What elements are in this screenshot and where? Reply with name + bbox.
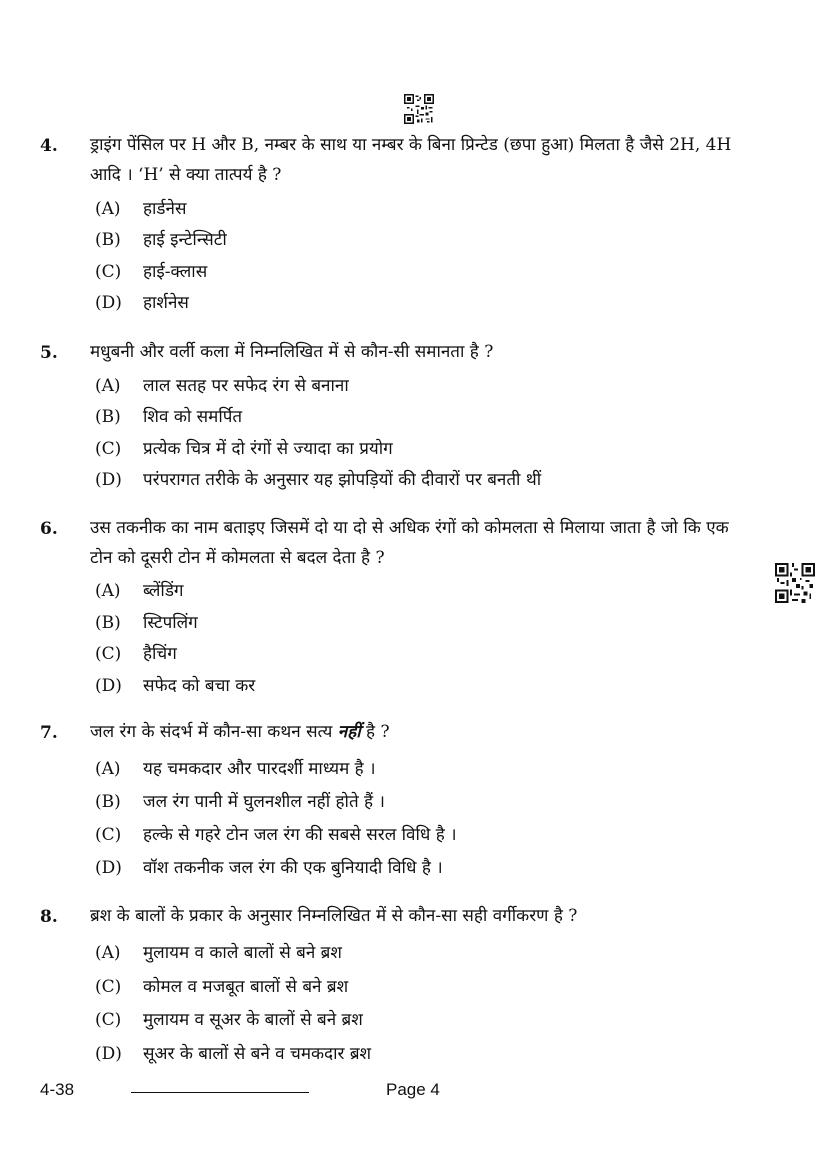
option-text: परंपरागत तरीके के अनुसार यह झोपड़ियों की दीवारों पर बनती थीं [143, 470, 542, 490]
option-b [95, 789, 385, 813]
option-c [95, 436, 393, 460]
option-label: (C) [95, 644, 122, 664]
option-label: (A) [95, 581, 121, 601]
option-d [95, 290, 189, 314]
option-text: लाल सतह पर सफेद रंग से बनाना [143, 376, 349, 396]
option-label: (B) [95, 792, 121, 812]
question-text-emphasis: नहीं [337, 722, 361, 742]
option-label: (A) [95, 376, 121, 396]
option-text: हैचिंग [143, 644, 177, 664]
question-text: उस तकनीक का नाम बताइए जिसमें दो या दो से अधिक रंगों को कोमलता से मिलाया जाता है जो कि एक टोन को दूसरी टोन में कोमलता से बदल देता है ? [90, 518, 729, 568]
question-number: 4. [40, 136, 58, 156]
option-label: (D) [95, 858, 122, 878]
question-text [90, 717, 750, 747]
question-text: ड्राइंग पेंसिल पर H और B, नम्बर के साथ या नम्बर के बिना प्रिन्टेड (छपा हुआ) मिलता है जैसे 2H, 4H आदि । ‘H’ से क्या तात्पर्य है ? [90, 135, 732, 185]
option-label: (A) [95, 199, 121, 219]
option-label: (A) [95, 943, 121, 963]
question-number: 8. [40, 907, 58, 927]
option-label: (B) [95, 230, 121, 250]
option-a [95, 373, 349, 397]
option-text: हाई-क्लास [143, 262, 208, 282]
question-text: ब्रश के बालों के प्रकार के अनुसार निम्नलिखित में से कौन-सा सही वर्गीकरण है ? [90, 906, 578, 926]
option-b [95, 404, 242, 428]
option-label: (D) [95, 1044, 122, 1064]
option-label: (C) [95, 1010, 122, 1030]
option-a [95, 578, 184, 602]
option-label: (D) [95, 470, 122, 490]
option-text: हाई इन्टेन्सिटी [143, 230, 227, 250]
option-label: (D) [95, 293, 122, 313]
question-text-after: है ? [366, 722, 390, 742]
option-d [95, 673, 255, 697]
option-label: (B) [95, 407, 121, 427]
question-number: 6. [40, 519, 58, 539]
option-text: हार्शनेस [143, 293, 189, 313]
option-label: (C) [95, 439, 122, 459]
option-c [95, 1007, 363, 1031]
page-number: Page 4 [386, 1080, 440, 1099]
question-text-before: जल रंग के संदर्भ में कौन-सा कथन सत्य [90, 722, 333, 742]
option-text: सफेद को बचा कर [143, 676, 256, 696]
question-number: 7. [40, 723, 58, 743]
option-c [95, 259, 207, 283]
option-label: (C) [95, 825, 122, 845]
option-d [95, 855, 443, 879]
option-d [95, 467, 541, 491]
footer-divider [131, 1092, 309, 1093]
option-c [95, 641, 177, 665]
option-text: जल रंग पानी में घुलनशील नहीं होते हैं । [143, 792, 385, 812]
option-text: सूअर के बालों से बने व चमकदार ब्रश [143, 1044, 372, 1064]
option-label: (B) [95, 613, 121, 633]
question-text: मधुबनी और वर्ली कला में निम्नलिखित में से कौन-सी समानता है ? [90, 342, 494, 362]
option-b [95, 610, 198, 634]
option-c [95, 822, 457, 846]
option-text: हल्के से गहरे टोन जल रंग की सबसे सरल विधि है । [143, 825, 457, 845]
option-d [95, 1041, 371, 1065]
option-text: ब्लेंडिंग [143, 581, 184, 601]
option-text: मुलायम व सूअर के बालों से बने ब्रश [143, 1010, 363, 1030]
option-text: स्टिपलिंग [143, 613, 198, 633]
question-number: 5. [40, 343, 58, 363]
option-text: शिव को समर्पित [143, 407, 243, 427]
option-text: यह चमकदार और पारदर्शी माध्यम है । [143, 759, 376, 779]
option-a [95, 940, 342, 964]
option-label: (D) [95, 676, 122, 696]
option-text: कोमल व मजबूत बालों से बने ब्रश [143, 977, 349, 997]
option-label: (C) [95, 262, 122, 282]
option-text: वॉश तकनीक जल रंग की एक बुनियादी विधि है । [143, 858, 443, 878]
option-text: हार्डनेस [143, 199, 187, 219]
option-text: प्रत्येक चित्र में दो रंगों से ज्यादा का प्रयोग [143, 439, 393, 459]
qr-code-side [775, 563, 815, 603]
option-a [95, 196, 186, 220]
footer-code: 4-38 [40, 1080, 75, 1099]
option-b [95, 974, 348, 998]
option-label: (A) [95, 759, 121, 779]
option-a [95, 756, 376, 780]
option-b [95, 227, 227, 251]
option-text: मुलायम व काले बालों से बने ब्रश [143, 943, 342, 963]
qr-code-top [404, 94, 434, 124]
option-label: (C) [95, 977, 122, 997]
